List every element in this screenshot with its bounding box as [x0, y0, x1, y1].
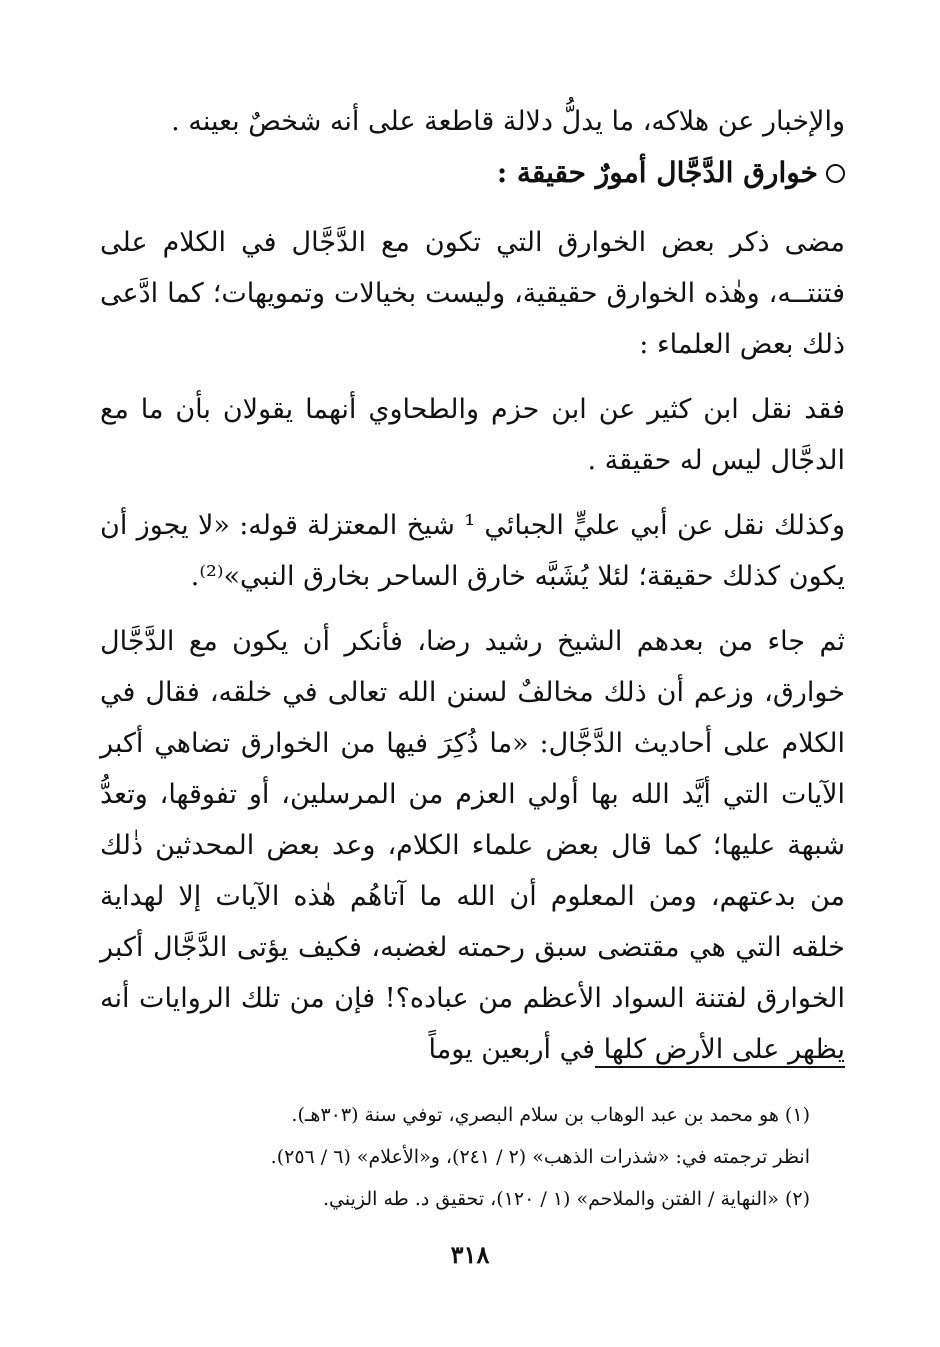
main-text: [100, 96, 845, 1089]
paragraph-4: ثم جاء من بعدهم الشيخ رشيد رضا، فأنكر أن يكون مع الدَّجَّال خوارق، وزعم أن ذلك مخالفٌ لسنن الله تعالى في خلقه، فقال في الكلام على أحاديث الدَّجَّال: «ما ذُكِرَ فيها من الخوارق تضاهي أكبر الآيات التي أيَّد الله بها أولي العزم من المرسلين، أو تفوقها، وتعدُّ شبهة عليها؛ كما قال بعض علماء الكلام، وعد بعض المحدثين ذٰلك من بدعتهم، ومن المعلوم أن الله ما آتاهُم هٰذه الآيات إلا لهداية خلقه التي هي مقتضى سبق رحمته لغضبه، فكيف يؤتى الدَّجَّال أكبر الخوارق لفتنة السواد الأعظم من عباده؟! فإن من تلك الروايات أنه يظهر على الأرض كلها في أربعين يوماً: [100, 626, 845, 1065]
footnotes: [100, 1094, 810, 1220]
footnote-separator: [595, 1066, 845, 1068]
section-heading-text: خوارق الدَّجَّال أمورٌ حقيقة :: [496, 156, 818, 189]
section-heading: [100, 147, 845, 199]
paragraph-1: مضى ذكر بعض الخوارق التي تكون مع الدَّجَّال في الكلام على فتنتــه، وهٰذه الخوارق حقيقية، وليست بخيالات وتمويهات؛ كما ادَّعى ذلك بعض العلماء :: [100, 227, 845, 360]
paragraph-3: وكذلك نقل عن أبي عليٍّ الجبائي ¹ شيخ المعتزلة قوله: «لا يجوز أن يكون كذلك حقيقة؛ لئلا يُشَبَّه خارق الساحر بخارق النبي»⁽²⁾.: [100, 510, 846, 592]
footnote-1: (١) هو محمد بن عبد الوهاب بن سلام البصري، توفي سنة (٣٠٣هـ).: [291, 1104, 810, 1126]
paragraph-2: فقد نقل ابن كثير عن ابن حزم والطحاوي أنهما يقولان بأن ما مع الدجَّال ليس له حقيقة .: [100, 394, 845, 476]
footnote-2: (٢) «النهاية / الفتن والملاحم» (١ / ١٢٠)، تحقيق د. طه الزيني.: [322, 1188, 810, 1210]
circle-bullet-icon: [826, 164, 845, 183]
page-number: ٣١٨: [450, 1240, 490, 1269]
opening-paragraph: والإخبار عن هلاكه، ما يدلُّ دلالة قاطعة على أنه شخصٌ بعينه .: [171, 106, 845, 137]
footnote-1-continued: انظر ترجمته في: «شذرات الذهب» (٢ / ٢٤١)، و«الأعلام» (٦ / ٢٥٦).: [270, 1146, 810, 1168]
